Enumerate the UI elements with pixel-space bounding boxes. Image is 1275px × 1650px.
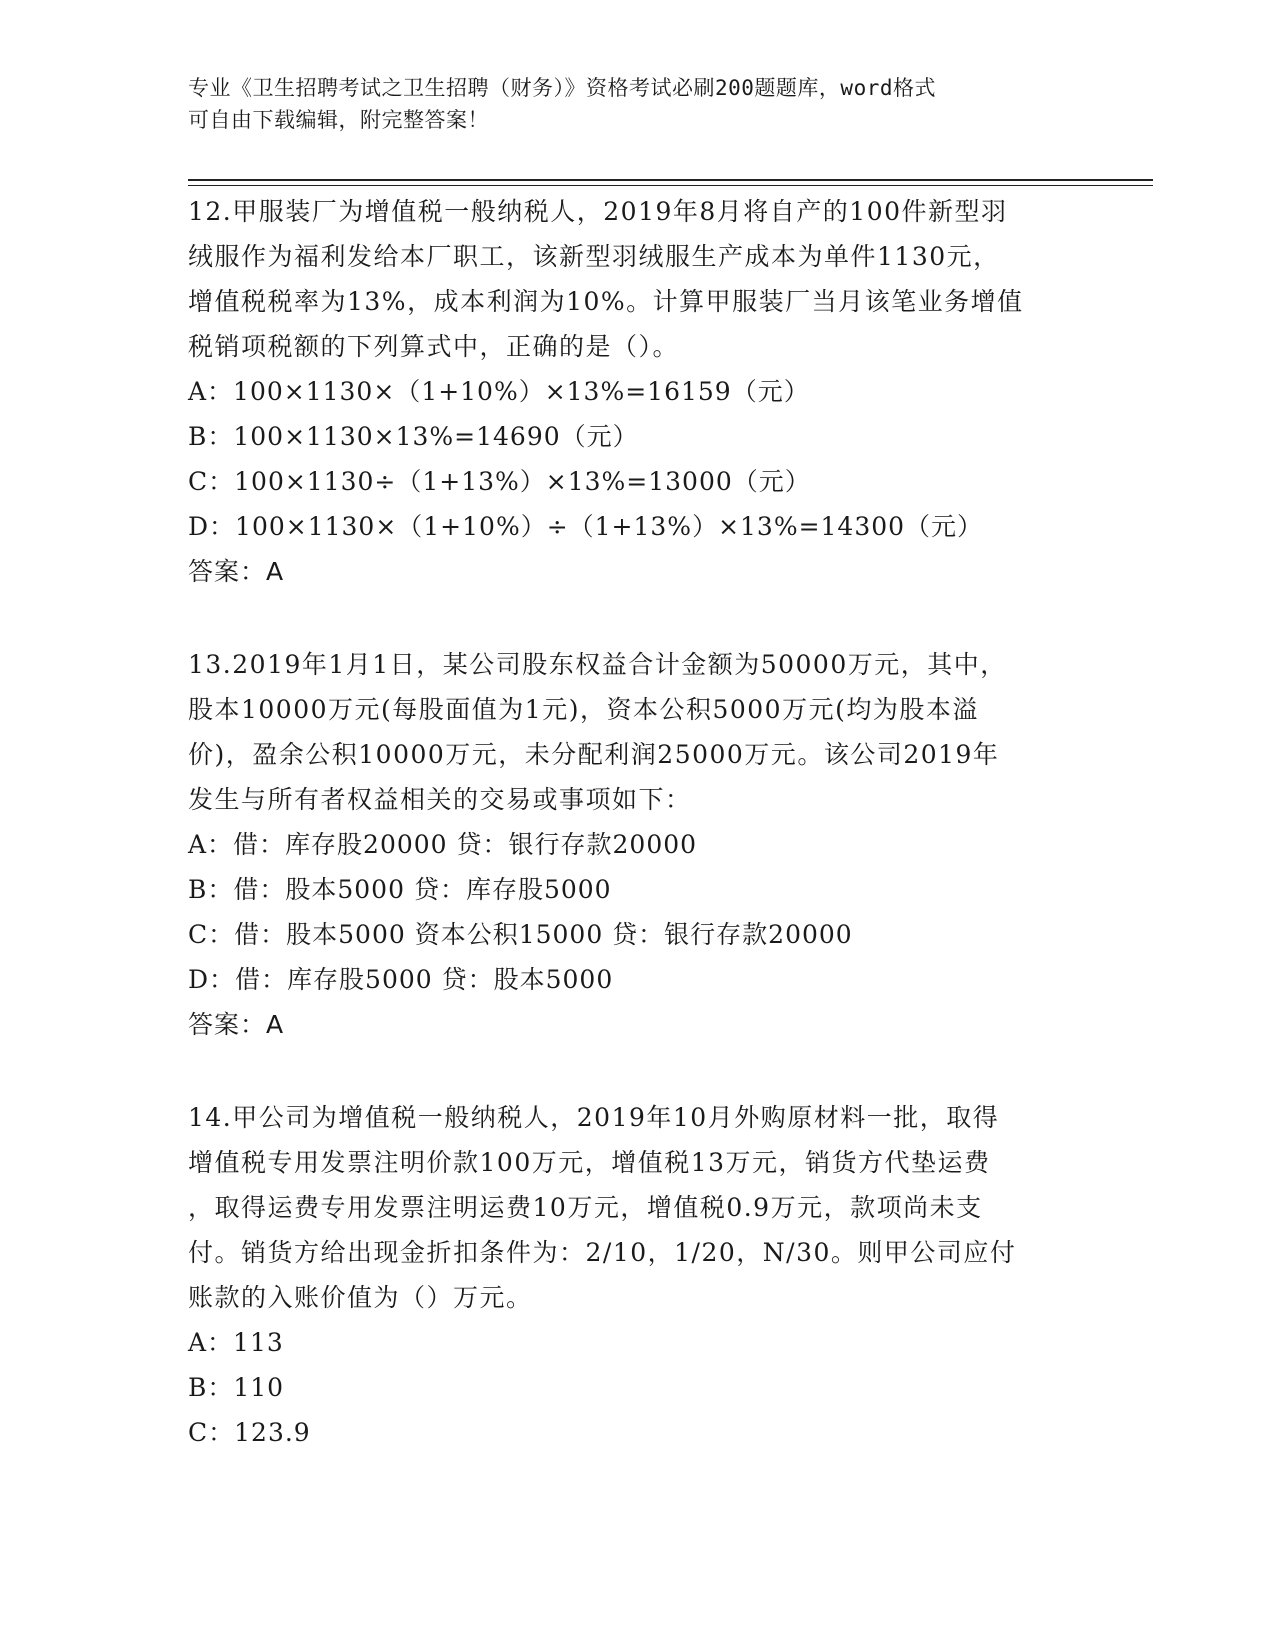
answer: 答案：A xyxy=(188,557,285,586)
answer: 答案：A xyxy=(188,1010,285,1039)
question-text-line: 价)，盈余公积10000万元，未分配利润25000万元。该公司2019年 xyxy=(188,740,1000,769)
header-line-1: 专业《卫生招聘考试之卫生招聘（财务）》资格考试必刷200题题库，word格式 xyxy=(188,76,936,100)
header-line-2: 可自由下载编辑，附完整答案！ xyxy=(188,108,489,132)
option-a: A：113 xyxy=(188,1328,284,1357)
question-text-line: 账款的入账价值为（）万元。 xyxy=(188,1283,533,1312)
question-text-line: 绒服作为福利发给本厂职工，该新型羽绒服生产成本为单件1130元， xyxy=(188,242,1000,271)
question-text-line: 付。销货方给出现金折扣条件为：2/10，1/20，N/30。则甲公司应付 xyxy=(188,1238,1017,1267)
question-text-line: ，取得运费专用发票注明运费10万元，增值税0.9万元，款项尚未支 xyxy=(188,1193,983,1222)
option-d: D：100×1130×（1+10%）÷（1+13%）×13%=14300（元） xyxy=(188,512,984,541)
option-c: C：借：股本5000 资本公积15000 贷：银行存款20000 xyxy=(188,920,853,949)
question-text-line: 税销项税额的下列算式中，正确的是（）。 xyxy=(188,332,680,361)
option-a: A：借：库存股20000 贷：银行存款20000 xyxy=(188,830,698,859)
question-12 xyxy=(188,189,1088,594)
document-header xyxy=(188,72,1088,136)
question-text-line: 14.甲公司为增值税一般纳税人，2019年10月外购原材料一批，取得 xyxy=(188,1103,1000,1132)
option-b: B：110 xyxy=(188,1373,285,1402)
option-a: A：100×1130×（1+10%）×13%=16159（元） xyxy=(188,377,810,406)
option-c: C：100×1130÷（1+13%）×13%=13000（元） xyxy=(188,467,811,496)
question-text-line: 增值税税率为13%，成本利润为10%。计算甲服装厂当月该笔业务增值 xyxy=(188,287,1024,316)
option-c: C：123.9 xyxy=(188,1418,311,1447)
option-b: B：100×1130×13%=14690（元） xyxy=(188,422,639,451)
question-text-line: 发生与所有者权益相关的交易或事项如下： xyxy=(188,785,692,814)
option-b: B：借：股本5000 贷：库存股5000 xyxy=(188,875,612,904)
question-text-line: 增值税专用发票注明价款100万元，增值税13万元，销货方代垫运费 xyxy=(188,1148,991,1177)
option-d: D：借：库存股5000 贷：股本5000 xyxy=(188,965,614,994)
question-text-line: 股本10000万元(每股面值为1元)，资本公积5000万元(均为股本溢 xyxy=(188,695,979,724)
question-text-line: 12.甲服装厂为增值税一般纳税人，2019年8月将自产的100件新型羽 xyxy=(188,197,1008,226)
question-text-line: 13.2019年1月1日，某公司股东权益合计金额为50000万元，其中， xyxy=(188,650,1007,679)
question-14 xyxy=(188,1095,1088,1455)
header-divider-thin xyxy=(188,185,1153,186)
question-13 xyxy=(188,642,1088,1047)
header-divider-thick xyxy=(188,179,1153,181)
